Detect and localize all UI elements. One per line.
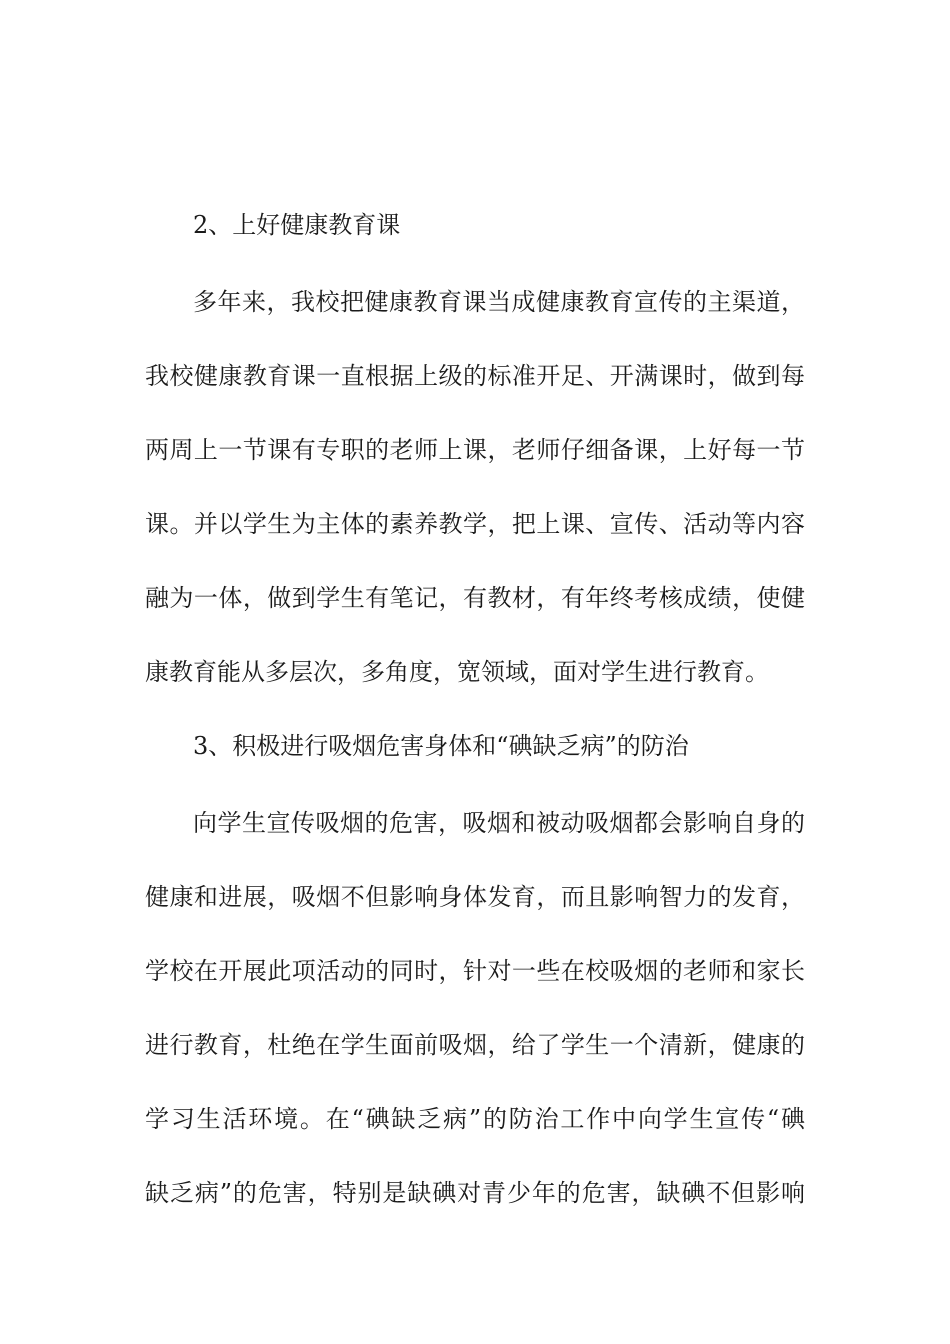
paragraph-line: 我校健康教育课一直根据上级的标准开足、开满课时，做到每 bbox=[145, 362, 805, 390]
paragraph-line: 康教育能从多层次，多角度，宽领域，面对学生进行教育。 bbox=[145, 658, 769, 686]
paragraph-line: 向学生宣传吸烟的危害，吸烟和被动吸烟都会影响自身的 bbox=[193, 809, 805, 837]
paragraph-line: 学校在开展此项活动的同时，针对一些在校吸烟的老师和家长 bbox=[145, 957, 805, 985]
paragraph-line: 多年来，我校把健康教育课当成健康教育宣传的主渠道， bbox=[193, 288, 805, 316]
section-3-heading: 3、积极进行吸烟危害身体和“碘缺乏病”的防治 bbox=[193, 732, 689, 760]
section-2-heading: 2、上好健康教育课 bbox=[193, 211, 401, 239]
paragraph-line: 学习生活环境。在“碘缺乏病”的防治工作中向学生宣传“碘 bbox=[145, 1105, 805, 1133]
paragraph-line: 进行教育，杜绝在学生面前吸烟，给了学生一个清新，健康的 bbox=[145, 1031, 805, 1059]
paragraph-line: 融为一体，做到学生有笔记，有教材，有年终考核成绩，使健 bbox=[145, 584, 805, 612]
paragraph-line: 两周上一节课有专职的老师上课，老师仔细备课，上好每一节 bbox=[145, 436, 805, 464]
paragraph-line: 课。并以学生为主体的素养教学，把上课、宣传、活动等内容 bbox=[145, 510, 805, 538]
paragraph-line: 健康和进展，吸烟不但影响身体发育，而且影响智力的发育， bbox=[145, 883, 805, 911]
paragraph-line: 缺乏病”的危害，特别是缺碘对青少年的危害，缺碘不但影响 bbox=[145, 1179, 805, 1207]
